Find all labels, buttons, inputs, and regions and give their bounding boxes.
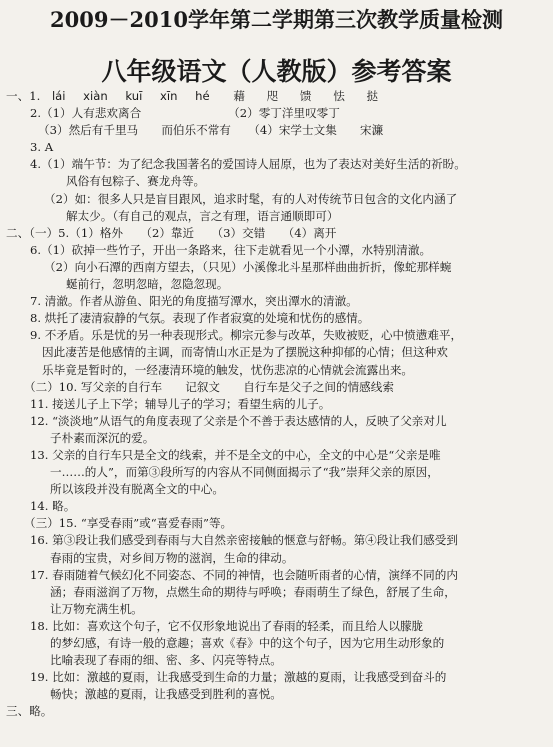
answer-line: （2）向小石潭的西南方望去，（只见）小溪像北斗星那样曲曲折折，像蛇那样蜿: [44, 259, 452, 274]
answer-line: 11. 接送儿子上下学；辅导儿子的学习；看望生病的儿子。: [30, 396, 331, 411]
answer-line: （三）15. “享受春雨”或“喜爱春雨”等。: [24, 516, 233, 531]
answer-line: 所以该段并没有脱离全文的中心。: [50, 482, 224, 497]
answer-line: 18. 比如：喜欢这个句子，它不仅形象地说出了春雨的轻柔，而且给人以朦胧: [30, 618, 424, 633]
answer-line: 的梦幻感，有诗一般的意趣；喜欢《春》中的这个句子，因为它用生动形象的: [50, 636, 445, 650]
answer-line: 涵；春雨滋润了万物，点燃生命的期待与呼唤；春雨萌生了绿色，舒展了生命，: [50, 584, 456, 599]
answer-line: 14. 略。: [30, 499, 76, 514]
document-title: 2009－2010学年第二学期第三次教学质量检测: [50, 7, 503, 32]
answer-line: 风俗有包粽子、赛龙舟等。: [66, 174, 206, 189]
answer-line: （二）10. 写父亲的自行车 记叙文 自行车是父子之间的情感线索: [24, 379, 394, 394]
answer-line: 4.（1）端午节：为了纪念我国著名的爱国诗人屈原，也为了表达对美好生活的祈盼。: [30, 157, 466, 172]
answer-line: 13. 父亲的自行车只是全文的线索，并不是全文的中心，全文的中心是“父亲是唯: [30, 447, 441, 462]
answer-line: 子朴素而深沉的爱。: [50, 430, 155, 445]
answer-line: 17. 春雨随着气候幻化不同姿态、不同的神情，也会随听雨者的心情，演绎不同的内: [30, 567, 458, 582]
answer-line: 7. 清澈。作者从游鱼、阳光的角度描写潭水，突出潭水的清澈。: [30, 294, 358, 309]
question-number: 一、1.: [6, 89, 41, 103]
answer-char: 藉: [233, 89, 245, 103]
answer-char: 怯: [333, 89, 345, 103]
answer-line: 春雨的宝贵，对乡间万物的滋润，生命的律动。: [50, 550, 294, 565]
answer-char: 挞: [366, 89, 379, 103]
answer-line: 16. 第③段让我们感受到春雨与大自然亲密接触的惬意与舒畅。第④段让我们感受到: [30, 533, 458, 548]
answer-body: [6, 88, 546, 720]
pinyin-syllable: lái: [51, 89, 66, 103]
answer-line: （2）如：很多人只是盲目跟风，追求时髦，有的人对传统节日包含的文化内涵了: [44, 191, 458, 206]
answer-line: 一……的人”，而第③段所写的内容从不同侧面揭示了“我”崇拜父亲的原因，: [50, 465, 439, 480]
pinyin-syllable: xīn: [160, 89, 178, 103]
pinyin-row: [6, 88, 546, 105]
answer-line: 2.（1）人有悲欢离合 （2）零丁洋里叹零丁: [30, 106, 340, 121]
answer-char: 咫: [266, 89, 279, 103]
answer-line: 二、（一）5.（1）格外 （2）靠近 （3）交错 （4）离开: [6, 225, 337, 240]
pinyin-syllable: kuī: [125, 89, 143, 103]
answer-line: 乐毕竟是暂时的，一经凄清环境的触发，忧伤悲凉的心情就会流露出来。: [42, 362, 414, 377]
answer-line: 让万物充满生机。: [50, 601, 143, 616]
answer-line: 解太少。（有自己的观点，言之有理，语言通顺即可）: [66, 208, 339, 223]
answer-line: 12. “淡淡地”从语气的角度表现了父亲是个不善于表达感情的人，反映了父亲对儿: [30, 413, 447, 428]
answer-line: 蜒前行，忽明忽暗，忽隐忽现。: [66, 277, 229, 292]
answer-line: 9. 不矛盾。乐是忧的另一种表现形式。柳宗元参与改革，失败被贬，心中愤懑难平，: [30, 328, 463, 343]
answer-char: 馈: [299, 89, 312, 103]
answer-lines: [6, 105, 546, 720]
answer-line: 6.（1）砍掉一些竹子，开出一条路来，往下走就看见一个小潭，水特别清澈。: [30, 242, 432, 257]
pinyin-syllable: hé: [195, 89, 210, 103]
answer-line: 三、略。: [6, 704, 53, 719]
answer-line: 比喻表现了春雨的细、密、多、闪亮等特点。: [50, 653, 282, 668]
answer-line: 8. 烘托了凄清寂静的气氛。表现了作者寂寞的处境和忧伤的感情。: [30, 311, 370, 326]
answer-line: 畅快；激越的夏雨，让我感受到胜利的喜悦。: [50, 687, 282, 702]
answer-line: （3）然后有千里马 而伯乐不常有 （4）宋学士文集 宋濂: [38, 123, 384, 138]
document-subtitle: 八年级语文（人教版）参考答案: [101, 57, 452, 86]
answer-line: 因此凄苦是他感情的主调，而寄情山水正是为了摆脱这种抑郁的心情；但这种欢: [42, 345, 448, 360]
answer-line: 3. A: [30, 140, 54, 155]
answer-line: 19. 比如：激越的夏雨，让我感受到生命的力量；激越的夏雨，让我感受到奋斗的: [30, 670, 447, 685]
pinyin-syllable: xiàn: [83, 89, 108, 103]
